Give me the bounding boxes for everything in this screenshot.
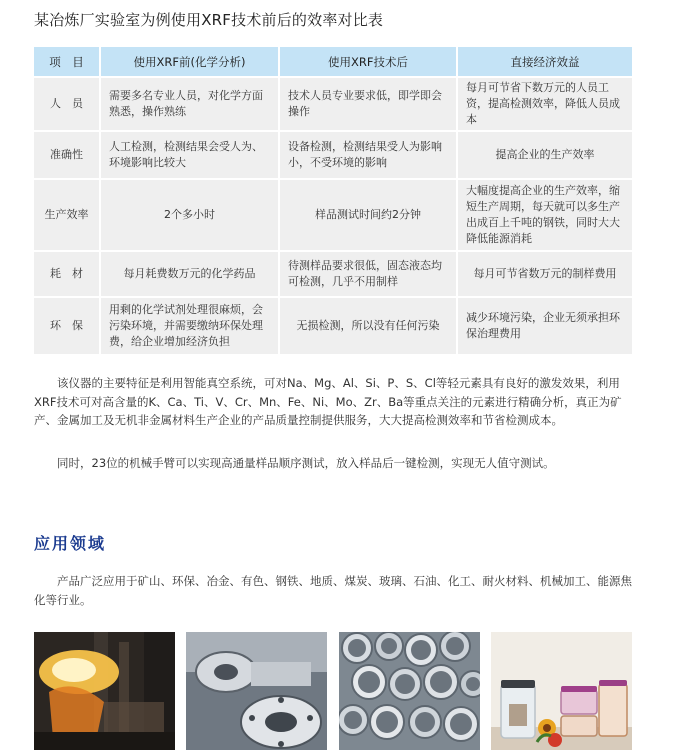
glass-jars-photo	[491, 632, 632, 750]
table-cell: 无损检测，所以没有任何污染	[279, 297, 457, 355]
table-cell: 每月可节省下数万元的人员工资，提高检测效率，降低人员成本	[457, 77, 632, 131]
table-cell: 每月耗费数万元的化学药品	[100, 251, 279, 297]
table-cell: 需要多名专业人员，对化学方面熟悉，操作熟练	[100, 77, 279, 131]
application-paragraph: 产品广泛应用于矿山、环保、冶金、有色、钢铁、地质、煤炭、玻璃、石油、化工、耐火材料、机械加工、能源焦化等行业。	[34, 574, 632, 607]
table-cell: 样品测试时间约2分钟	[279, 179, 457, 251]
header-before: 使用XRF前(化学分析)	[100, 47, 279, 77]
robot-arm-paragraph: 同时，23位的机械手臂可以实现高通量样品顺序测试，放入样品后一键检测，实现无人值守测试。	[57, 456, 555, 470]
table-cell: 提高企业的生产效率	[457, 131, 632, 179]
row-label: 耗 材	[34, 251, 100, 297]
table-cell: 待测样品要求很低，固态液态均可检测，几乎不用制样	[279, 251, 457, 297]
page-title: 某冶炼厂实验室为例使用XRF技术前后的效率对比表	[34, 11, 384, 29]
header-item: 项 目	[34, 47, 100, 77]
steel-smelting-photo	[34, 632, 175, 750]
table-cell: 每月可节省数万元的制样费用	[457, 251, 632, 297]
table-row	[34, 179, 632, 251]
table-header-row	[34, 47, 632, 77]
row-label: 人 员	[34, 77, 100, 131]
table-cell: 人工检测，检测结果会受人为、环境影响比较大	[100, 131, 279, 179]
metal-flange-photo	[186, 632, 327, 750]
table-row	[34, 77, 632, 131]
table-cell: 减少环境污染，企业无须承担环保治理费用	[457, 297, 632, 355]
table-cell: 技术人员专业要求低，即学即会操作	[279, 77, 457, 131]
header-after: 使用XRF技术后	[279, 47, 457, 77]
row-label: 生产效率	[34, 179, 100, 251]
steel-pipes-photo	[339, 632, 480, 750]
table-cell: 大幅度提高企业的生产效率，缩短生产周期，每天就可以多生产出成百上千吨的钢铁，同时大大降低能源消耗	[457, 179, 632, 251]
table-cell: 用剩的化学试剂处理很麻烦，会污染环境，并需要缴纳环保处理费，给企业增加经济负担	[100, 297, 279, 355]
table-row	[34, 297, 632, 355]
row-label: 环 保	[34, 297, 100, 355]
table-row	[34, 131, 632, 179]
table-row	[34, 251, 632, 297]
header-benefit: 直接经济效益	[457, 47, 632, 77]
comparison-table	[34, 47, 632, 356]
feature-paragraph: 该仪器的主要特征是利用智能真空系统，可对Na、Mg、Al、Si、P、S、Cl等轻元素具有良好的激发效果，利用XRF技术可对高含量的K、Ca、Ti、V、Cr、Mn、Fe、Ni、Mo、Zr、Ba等重点关注的元素进行精确分析，真正为矿产、金属加工及无机非金属材料生产企业的产品质量控制提供服务，大大提高检测效率和节省检测成本。	[34, 376, 622, 428]
row-label: 准确性	[34, 131, 100, 179]
section-title: 应用领域	[34, 534, 107, 553]
table-cell: 2个多小时	[100, 179, 279, 251]
table-cell: 设备检测，检测结果受人为影响小，不受环境的影响	[279, 131, 457, 179]
